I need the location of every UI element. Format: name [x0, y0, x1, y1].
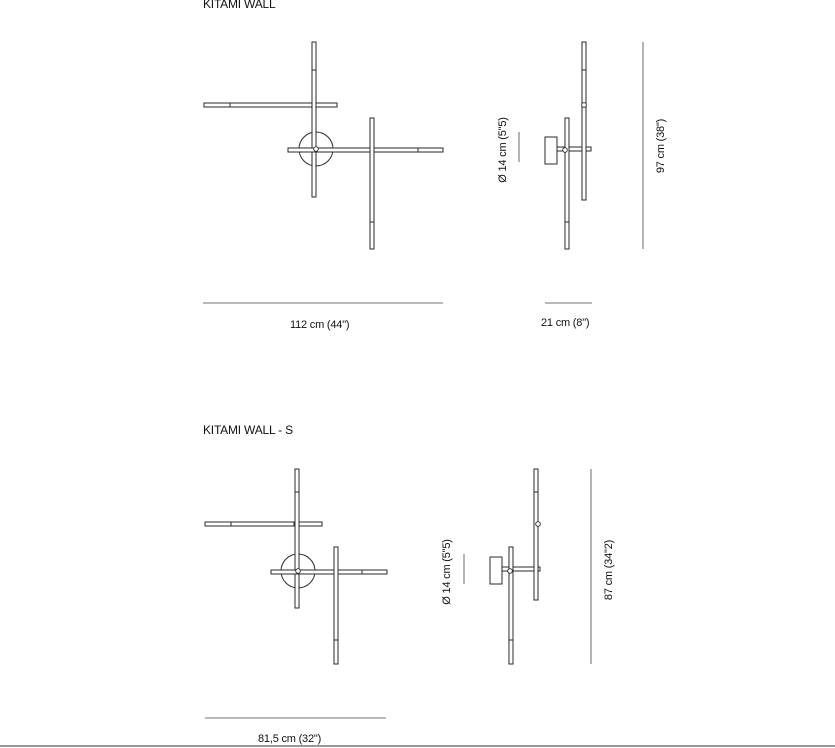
lower-horizontal-arm: [271, 570, 387, 574]
left-vertical-arm: [295, 469, 299, 608]
side-tall-rod: [582, 42, 586, 200]
canopy-side-profile: [490, 557, 502, 584]
right-vertical-arm: [334, 547, 338, 664]
width-dimension-label: 81,5 cm (32"): [258, 733, 322, 745]
side-lower-rod: [509, 547, 513, 664]
left-vertical-arm: [312, 42, 316, 197]
height-dimension-label: 97 cm (38"): [655, 118, 667, 174]
canopy-diameter-label: Ø 14 cm (5"5): [441, 539, 453, 605]
kitami-wall-front-view: [203, 42, 443, 303]
upper-horizontal-arm: [205, 522, 322, 526]
depth-dimension-label: 21 cm (8"): [541, 317, 590, 329]
kitami-wall-s-side-view: [464, 469, 591, 664]
side-joint-lower: [508, 569, 513, 574]
canopy-diameter-label: Ø 14 cm (5"5): [497, 117, 509, 183]
height-dimension-label: 87 cm (34"2): [603, 539, 615, 601]
right-vertical-arm: [370, 118, 374, 249]
lower-horizontal-arm: [288, 148, 443, 152]
model-title: KITAMI WALL - S: [203, 423, 293, 437]
width-dimension-label: 112 cm (44"): [290, 319, 350, 331]
canopy-side-profile: [545, 137, 557, 164]
side-tall-rod: [534, 469, 538, 600]
model-title: KITAMI WALL: [203, 0, 276, 11]
side-joint-upper: [582, 103, 587, 108]
upper-horizontal-arm: [204, 103, 337, 107]
side-joint-upper: [536, 522, 541, 527]
pivot-joint: [314, 147, 319, 152]
kitami-wall-s-front-view: [205, 469, 387, 718]
kitami-wall-side-view: [519, 42, 643, 303]
side-lower-rod: [565, 118, 569, 249]
side-joint-lower: [563, 148, 568, 153]
pivot-joint: [296, 569, 301, 574]
